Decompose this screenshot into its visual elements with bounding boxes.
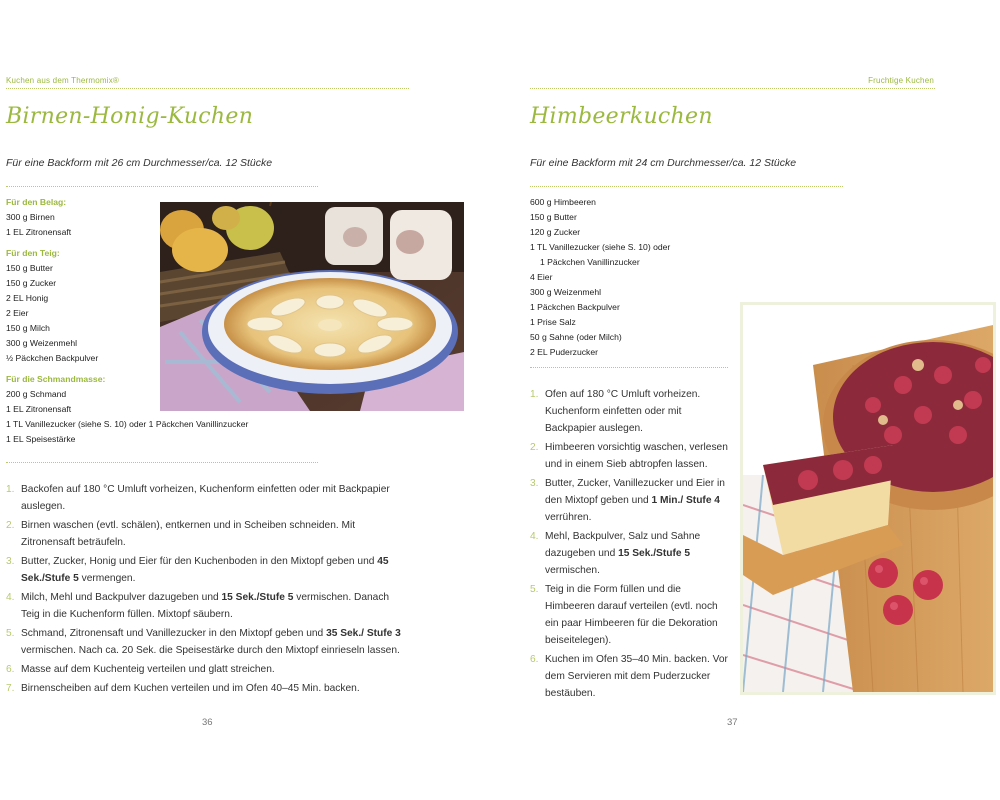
recipe-yield-right: Für eine Backform mit 24 cm Durchmesser/ca. 12 Stücke — [530, 157, 797, 169]
step-item: 6. Kuchen im Ofen 35–40 Min. backen. Vor dem Servieren mit dem Puderzucker bestäuben. — [530, 654, 728, 699]
ingredient: 2 EL Puderzucker — [530, 347, 598, 357]
divider-yield-left — [6, 186, 318, 187]
step-item: 1. Ofen auf 180 °C Umluft vorheizen. Kuchenform einfetten oder mit Backpapier auslegen. — [530, 389, 701, 434]
divider-steps-left — [6, 462, 318, 463]
page-number-right: 37 — [727, 717, 738, 728]
recipe-title-right: Himbeerkuchen — [530, 104, 713, 129]
step-item: 4. Mehl, Backpulver, Salz und Sahne dazugeben und 15 Sek./Stufe 5 vermischen. — [530, 531, 701, 576]
ingredient: 300 g Weizenmehl — [530, 287, 602, 297]
ingredient: 1 Päckchen Vanillinzucker — [540, 257, 640, 267]
section-label: Für den Belag: — [6, 197, 67, 207]
step-item: 3. Butter, Zucker, Honig und Eier für den Kuchenboden in den Mixtopf geben und 45 Sek./Stufe 5 vermengen. — [6, 556, 389, 584]
ingredient: 300 g Weizenmehl — [6, 338, 78, 348]
ingredient: 1 TL Vanillezucker (siehe S. 10) oder 1 Päckchen Vanillinzucker — [6, 419, 249, 429]
ingredient: 1 Päckchen Backpulver — [530, 302, 620, 312]
ingredient: 2 Eier — [6, 308, 29, 318]
ingredient: ½ Päckchen Backpulver — [6, 353, 99, 363]
step-item: 6. Masse auf dem Kuchenteig verteilen und glatt streichen. — [6, 664, 275, 675]
ingredient: 1 Prise Salz — [530, 317, 576, 327]
right-page — [500, 0, 1000, 800]
step-item: 4. Milch, Mehl und Backpulver dazugeben und 15 Sek./Stufe 5 vermischen. Danach Teig in die Kuchenform füllen. Mixtopf säubern. — [6, 592, 390, 620]
step-item: 2. Birnen waschen (evtl. schälen), entkernen und in Scheiben schneiden. Mit Zitronensaft beträufeln. — [6, 520, 356, 548]
ingredient: 300 g Birnen — [6, 212, 55, 222]
ingredient: 150 g Butter — [6, 263, 53, 273]
ingredient: 600 g Himbeeren — [530, 197, 596, 207]
ingredient: 2 EL Honig — [6, 293, 49, 303]
divider-yield-right — [530, 186, 843, 187]
recipe-yield-left: Für eine Backform mit 26 cm Durchmesser/ca. 12 Stücke — [6, 157, 273, 169]
section-label: Für die Schmandmasse: — [6, 374, 106, 384]
ingredient: 50 g Sahne (oder Milch) — [530, 332, 622, 342]
ingredient: 200 g Schmand — [6, 389, 67, 399]
recipe-title-left: Birnen-Honig-Kuchen — [6, 104, 254, 129]
ingredients-right — [530, 195, 730, 360]
running-header-right: Fruchtige Kuchen — [868, 76, 934, 85]
ingredient: 1 EL Zitronensaft — [6, 404, 72, 414]
ingredient: 150 g Zucker — [6, 278, 57, 288]
step-item: 5. Teig in die Form füllen und die Himbeeren darauf verteilen (evtl. noch ein paar Himbeeren für die Dekoration beiseitelegen). — [530, 584, 718, 646]
ingredient: 1 EL Zitronensaft — [6, 227, 72, 237]
step-item: 7. Birnenscheiben auf dem Kuchen verteilen und im Ofen 40–45 Min. backen. — [6, 683, 360, 694]
ingredient: 120 g Zucker — [530, 227, 581, 237]
steps-left — [6, 481, 406, 699]
running-header-left: Kuchen aus dem Thermomix® — [6, 76, 120, 85]
page-number-left: 36 — [202, 717, 213, 728]
section-label: Für den Teig: — [6, 248, 60, 258]
step-item: 1. Backofen auf 180 °C Umluft vorheizen, Kuchenform einfetten oder mit Backpapier auslegen. — [6, 484, 390, 512]
step-item: 2. Himbeeren vorsichtig waschen, verlesen und in einem Sieb abtropfen lassen. — [530, 442, 728, 470]
ingredient: 4 Eier — [530, 272, 553, 282]
steps-right — [530, 386, 730, 704]
header-rule-left — [6, 88, 409, 89]
header-rule-right — [530, 88, 935, 89]
step-item: 5. Schmand, Zitronensaft und Vanillezucker in den Mixtopf geben und 35 Sek./ Stufe 3 vermischen. Nach ca. 20 Sek. die Speisestärke durch den Mixtopf einrieseln lassen. — [6, 628, 401, 656]
divider-steps-right — [530, 367, 728, 368]
ingredient: 150 g Butter — [530, 212, 577, 222]
step-item: 3. Butter, Zucker, Vanillezucker und Eier in den Mixtopf geben und 1 Min./ Stufe 4 verrühren. — [530, 478, 725, 523]
ingredient: 150 g Milch — [6, 323, 50, 333]
ingredient: 1 EL Speisestärke — [6, 434, 76, 444]
pear-cake-photo — [160, 202, 464, 411]
raspberry-cake-photo — [743, 305, 993, 692]
ingredient: 1 TL Vanillezucker (siehe S. 10) oder — [530, 242, 671, 252]
